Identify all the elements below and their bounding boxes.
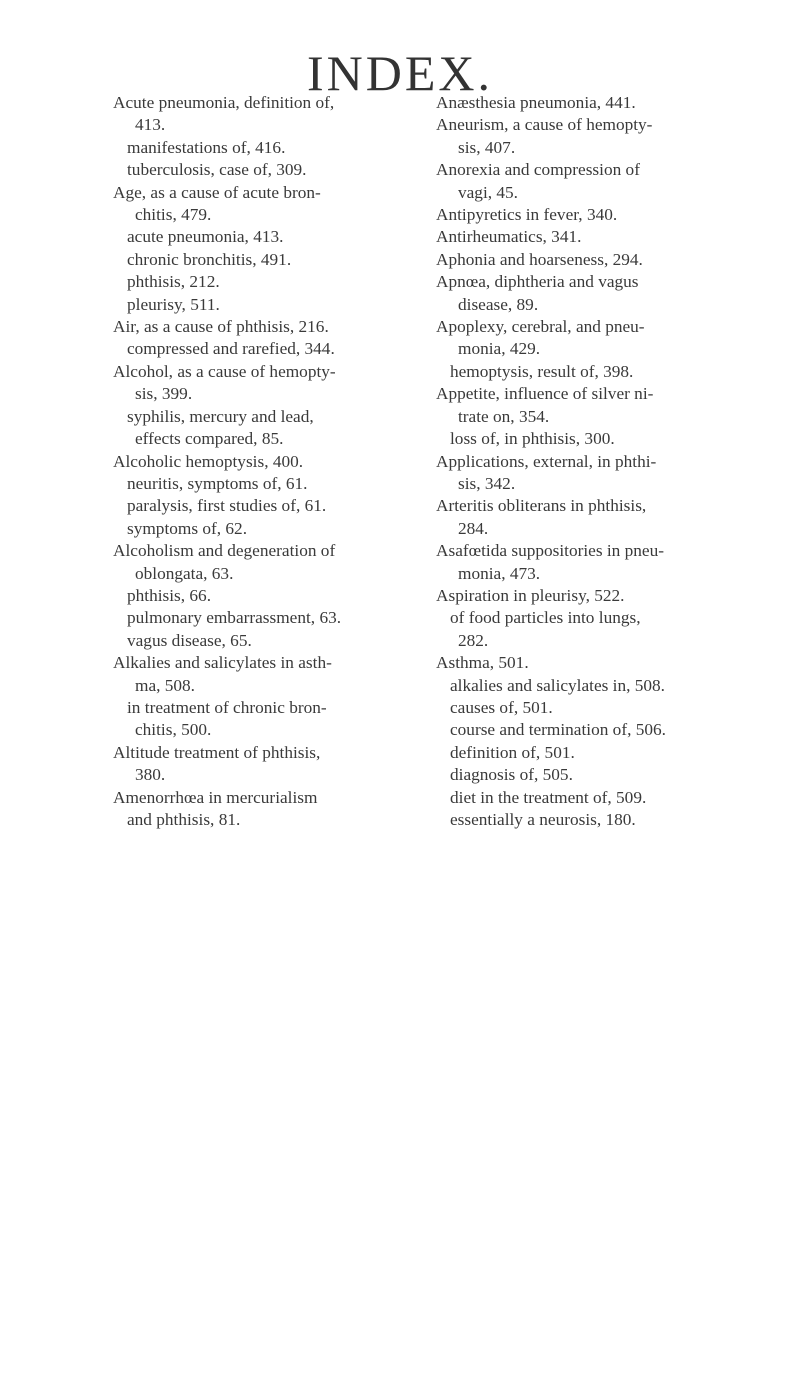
index-column-right (436, 92, 766, 831)
index-subentry: chronic bronchitis, 491. (127, 249, 292, 269)
index-subentry: syphilis, mercury and lead, (127, 406, 314, 426)
index-entry: Applications, external, in phthi- (436, 451, 657, 471)
index-subentry: neuritis, symptoms of, 61. (127, 473, 308, 493)
index-entry-continuation: oblongata, 63. (135, 563, 234, 583)
index-subentry: loss of, in phthisis, 300. (450, 429, 615, 449)
page-title: INDEX. (306, 45, 494, 101)
index-entry: Alkalies and salicylates in asth- (113, 653, 332, 673)
index-entry: Anorexia and compression of (436, 160, 640, 180)
index-subentry: manifestations of, 416. (127, 137, 286, 157)
index-subentry: phthisis, 66. (127, 585, 212, 605)
index-entry-continuation: sis, 407. (458, 137, 516, 157)
index-entry: Altitude treatment of phthisis, (113, 742, 321, 762)
index-entry-continuation: monia, 429. (458, 339, 541, 359)
index-entry: Acute pneumonia, definition of, (113, 93, 335, 112)
index-entry: Age, as a cause of acute bron- (113, 182, 321, 202)
index-entry: Appetite, influence of silver ni- (436, 384, 654, 404)
index-subentry: and phthisis, 81. (127, 810, 241, 829)
index-subentry: compressed and rarefied, 344. (127, 339, 335, 359)
index-subentry: hemoptysis, result of, 398. (450, 361, 634, 381)
index-entry: Air, as a cause of phthisis, 216. (113, 317, 329, 337)
index-entry-continuation: vagi, 45. (458, 182, 518, 202)
index-entry: Asafœtida suppositories in pneu- (436, 541, 664, 561)
index-subentry: acute pneumonia, 413. (127, 227, 284, 247)
index-entry: Apoplexy, cerebral, and pneu- (436, 317, 645, 337)
index-entry-continuation: 284. (458, 518, 489, 538)
index-entry: Aspiration in pleurisy, 522. (436, 585, 625, 605)
index-entry-continuation: 282. (458, 630, 489, 650)
index-entry-continuation: chitis, 500. (135, 720, 212, 740)
index-subentry: vagus disease, 65. (127, 630, 252, 650)
index-entry-continuation: disease, 89. (458, 294, 539, 314)
index-entry: Arteritis obliterans in phthisis, (436, 496, 647, 516)
index-entry-continuation: sis, 399. (135, 384, 193, 404)
index-entry: Apnœa, diphtheria and vagus (436, 272, 639, 292)
index-subentry: of food particles into lungs, (450, 608, 641, 628)
index-entry: Anæsthesia pneumonia, 441. (436, 93, 636, 112)
index-entry: Antipyretics in fever, 340. (436, 205, 618, 225)
index-entry-continuation: monia, 473. (458, 563, 541, 583)
index-subentry: diagnosis of, 505. (450, 765, 573, 785)
index-entry-continuation: sis, 342. (458, 473, 516, 493)
index-entry: Alcoholic hemoptysis, 400. (113, 451, 304, 471)
index-subentry: pulmonary embarrassment, 63. (127, 608, 342, 628)
index-entry: Asthma, 501. (436, 653, 529, 673)
index-subentry: course and termination of, 506. (450, 720, 666, 740)
index-entry: Aneurism, a cause of hemopty- (436, 115, 653, 135)
index-subentry: symptoms of, 62. (127, 518, 248, 538)
index-entry: Aphonia and hoarseness, 294. (436, 249, 643, 269)
index-entry-continuation: trate on, 354. (458, 406, 550, 426)
index-subentry: pleurisy, 511. (127, 294, 220, 314)
index-subentry: essentially a neurosis, 180. (450, 810, 636, 829)
index-entry-continuation: effects compared, 85. (135, 429, 284, 449)
index-subentry: alkalies and salicylates in, 508. (450, 675, 665, 695)
index-subentry: tuberculosis, case of, 309. (127, 160, 307, 180)
index-subentry: paralysis, first studies of, 61. (127, 496, 327, 516)
index-entry-continuation: 413. (135, 115, 166, 135)
index-entry: Antirheumatics, 341. (436, 227, 582, 247)
index-entry-continuation: chitis, 479. (135, 205, 212, 225)
index-entry: Amenorrhœa in mercurialism (113, 787, 318, 807)
index-subentry: in treatment of chronic bron- (127, 697, 327, 717)
index-column-left (113, 92, 433, 831)
index-entry: Alcohol, as a cause of hemopty- (113, 361, 336, 381)
index-entry: Alcoholism and degeneration of (113, 541, 336, 561)
index-subentry: phthisis, 212. (127, 272, 220, 292)
index-entry-continuation: 380. (135, 765, 166, 785)
index-subentry: definition of, 501. (450, 742, 575, 762)
index-entry-continuation: ma, 508. (135, 675, 195, 695)
index-subentry: diet in the treatment of, 509. (450, 787, 647, 807)
index-subentry: causes of, 501. (450, 697, 553, 717)
